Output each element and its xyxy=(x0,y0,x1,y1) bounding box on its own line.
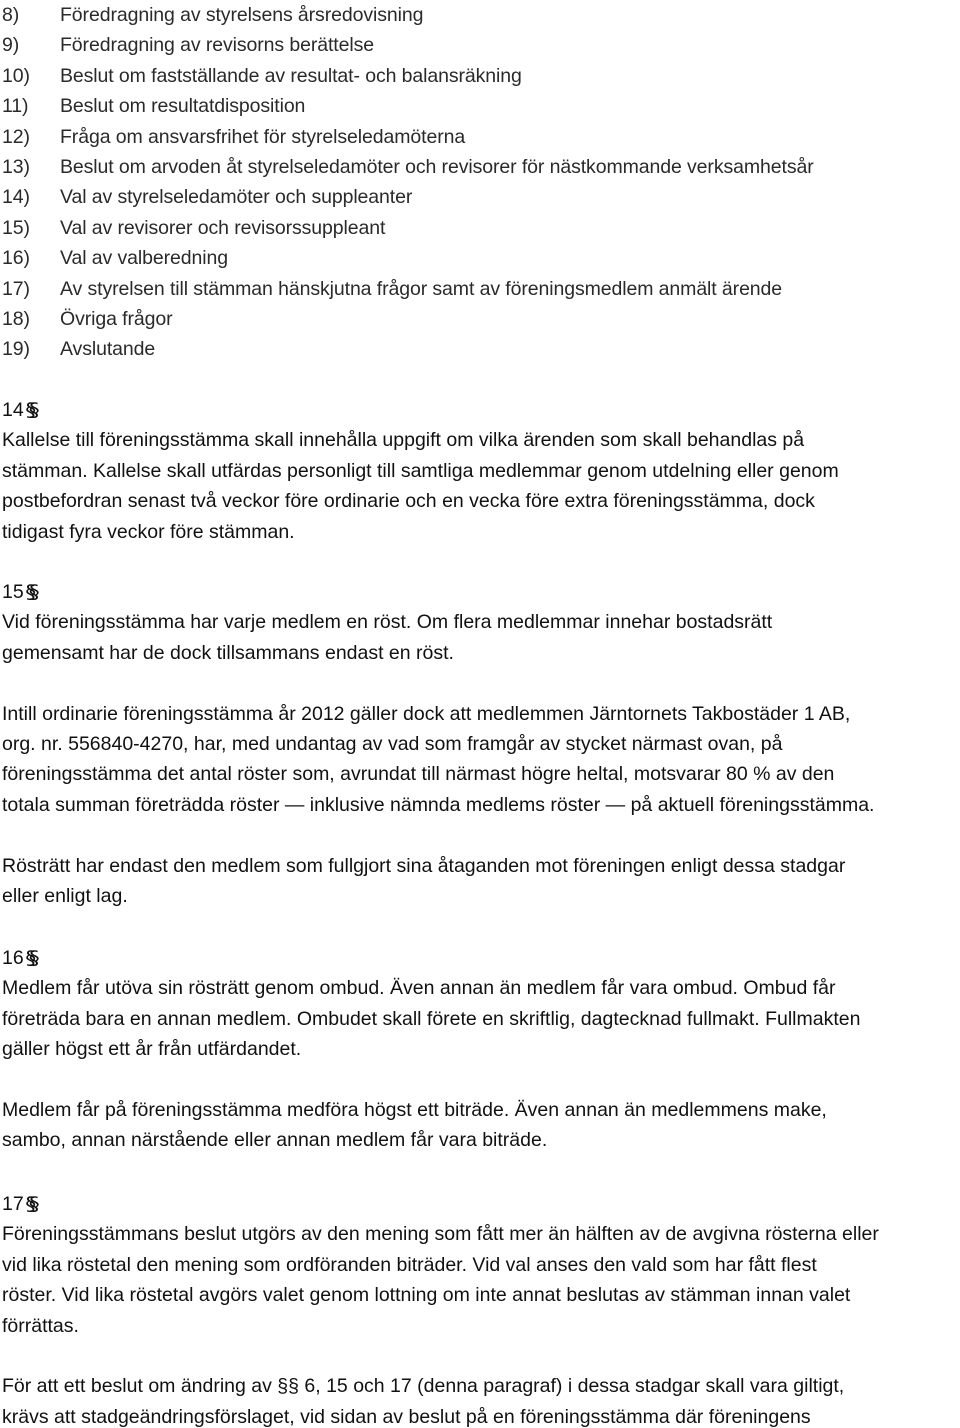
paragraph-line: totala summan företrädda röster — inklusive nämnda medlems röster — på aktuell föreningsstämma. xyxy=(2,793,875,816)
paragraph xyxy=(2,1219,958,1341)
agenda-item-number: 11) xyxy=(2,95,29,118)
agenda-item xyxy=(2,334,952,364)
agenda-item-text: Fråga om ansvarsfrihet för styrelseledamöterna xyxy=(60,125,466,148)
agenda-item-number: 10) xyxy=(2,64,30,87)
section-heading xyxy=(2,395,958,425)
paragraph-line: röster. Vid lika röstetal avgörs valet genom lottning om inte annat beslutas av stämman innan valet xyxy=(2,1284,851,1307)
section-sign: § xyxy=(24,399,36,421)
agenda-item xyxy=(2,213,952,243)
paragraph-line: företräda bara en annan medlem. Ombudet skall förete en skriftlig, dagtecknad fullmakt. Fullmakten xyxy=(2,1007,861,1030)
paragraph-line: Föreningsstämmans beslut utgörs av den mening som fått mer än hälften av de avgivna rösterna eller xyxy=(2,1223,879,1246)
paragraph xyxy=(2,973,958,1064)
paragraph-line: eller enligt lag. xyxy=(2,884,128,907)
agenda-item-text: Beslut om resultatdisposition xyxy=(60,95,306,118)
agenda-item-text: Av styrelsen till stämman hänskjutna frågor samt av föreningsmedlem anmält ärende xyxy=(60,277,783,300)
agenda-item xyxy=(2,61,952,91)
paragraph-line: tidigast fyra veckor före stämman. xyxy=(2,520,295,543)
paragraph-line: krävs att stadgeändringsförslaget, vid sidan av beslut på en föreningsstämma där föreningens xyxy=(2,1405,811,1428)
section-heading xyxy=(2,577,958,607)
section-sign: § xyxy=(24,581,36,603)
agenda-item xyxy=(2,122,952,152)
paragraph-line: vid lika röstetal den mening som ordföranden biträder. Vid val anses den vald som har fått flest xyxy=(2,1253,817,1276)
agenda-item-number: 12) xyxy=(2,125,30,148)
agenda-item-text: Val av styrelseledamöter och suppleanter xyxy=(60,186,413,209)
section-number: 16 xyxy=(2,947,24,969)
section-sign: § xyxy=(24,1193,36,1215)
section-sign: § xyxy=(24,947,36,969)
paragraph-line: Medlem får utöva sin rösträtt genom ombud. Även annan än medlem får vara ombud. Ombud får xyxy=(2,977,836,1000)
paragraph-line: Medlem får på föreningsstämma medföra högst ett biträde. Även annan än medlemmens make, xyxy=(2,1098,827,1121)
agenda-item-text: Beslut om fastställande av resultat- och balansräkning xyxy=(60,64,522,87)
agenda-item-number: 13) xyxy=(2,155,30,178)
agenda-item xyxy=(2,274,952,304)
agenda-item-text: Övriga frågor xyxy=(60,307,173,330)
section-number: 15 xyxy=(2,581,24,603)
section-16 xyxy=(2,943,958,1156)
agenda-item xyxy=(2,91,952,121)
section-14 xyxy=(2,395,958,547)
agenda-item xyxy=(2,304,952,334)
agenda-list xyxy=(2,0,952,365)
paragraph-line: sambo, annan närstående eller annan medlem får vara biträde. xyxy=(2,1129,548,1152)
paragraph-line: gemensamt har de dock tillsammans endast en röst. xyxy=(2,641,454,664)
paragraph-line: org. nr. 556840-4270, har, med undantag av vad som framgår av stycket närmast ovan, på xyxy=(2,732,783,755)
paragraph-line: föreningsstämma det antal röster som, avrundat till närmast högre heltal, motsvarar 80 % av den xyxy=(2,763,835,786)
agenda-item-number: 19) xyxy=(2,338,30,361)
paragraph xyxy=(2,1371,958,1428)
agenda-item xyxy=(2,243,952,273)
paragraph-line: gäller högst ett år från utfärdandet. xyxy=(2,1038,302,1061)
agenda-item-number: 14) xyxy=(2,186,30,209)
agenda-item-text: Val av valberedning xyxy=(60,247,228,270)
paragraph-line: Kallelse till föreningsstämma skall innehålla uppgift om vilka ärenden som skall behandlas på xyxy=(2,429,805,452)
section-heading xyxy=(2,943,958,973)
section-number: 14 xyxy=(2,399,24,421)
agenda-item-number: 15) xyxy=(2,216,30,239)
agenda-item-number: 8) xyxy=(2,4,20,26)
agenda-item xyxy=(2,182,952,212)
paragraph-line: förrättas. xyxy=(2,1314,79,1337)
paragraph xyxy=(2,851,958,912)
paragraph-line: postbefordran senast två veckor före ordinarie och en vecka före extra föreningsstämma, dock xyxy=(2,490,815,513)
paragraph xyxy=(2,1095,958,1156)
agenda-item-text: Avslutande xyxy=(60,338,156,361)
agenda-item-number: 17) xyxy=(2,277,30,300)
paragraph-line: Rösträtt har endast den medlem som fullgjort sina åtaganden mot föreningen enligt dessa stadgar xyxy=(2,854,846,877)
section-15 xyxy=(2,577,958,911)
section-17 xyxy=(2,1189,958,1428)
paragraph-line: Intill ordinarie föreningsstämma år 2012 gäller dock att medlemmen Järntornets Takbostäder 1 AB, xyxy=(2,702,851,725)
agenda-item xyxy=(2,0,952,30)
paragraph xyxy=(2,425,958,547)
agenda-item xyxy=(2,30,952,60)
agenda-item-text: Val av revisorer och revisorssuppleant xyxy=(60,216,386,239)
agenda-item-number: 16) xyxy=(2,247,30,270)
agenda-item xyxy=(2,152,952,182)
agenda-item-text: Föredragning av revisorns berättelse xyxy=(60,34,374,57)
agenda-item-number: 18) xyxy=(2,307,30,330)
paragraph xyxy=(2,699,958,821)
paragraph-line: Vid föreningsstämma har varje medlem en röst. Om flera medlemmar innehar bostadsrätt xyxy=(2,611,773,634)
section-number: 17 xyxy=(2,1193,24,1215)
agenda-item-number: 9) xyxy=(2,34,20,57)
paragraph xyxy=(2,607,958,668)
paragraph-line: stämman. Kallelse skall utfärdas personligt till samtliga medlemmar genom utdelning eller genom xyxy=(2,459,839,482)
paragraph-line: För att ett beslut om ändring av §§ 6, 15 och 17 (denna paragraf) i dessa stadgar skall vara giltigt, xyxy=(2,1375,845,1398)
section-heading xyxy=(2,1189,958,1219)
agenda-item-text: Beslut om arvoden åt styrelseledamöter och revisorer för nästkommande verksamhetsår xyxy=(60,155,814,178)
agenda-item-text: Föredragning av styrelsens årsredovisning xyxy=(60,4,424,26)
